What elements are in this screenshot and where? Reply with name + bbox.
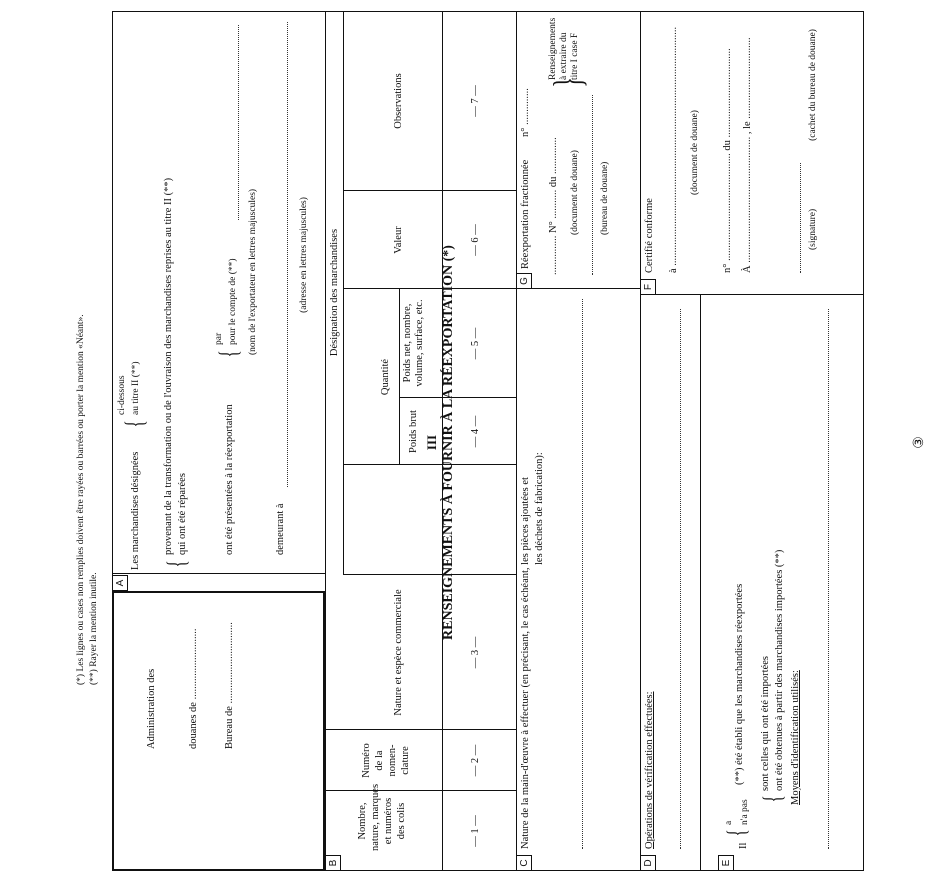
box-a-reparees: qui ont été réparées	[177, 473, 188, 555]
box-f-label: F	[640, 279, 656, 295]
box-e-il: Il	[738, 842, 749, 849]
box-f-n: n° ......................................... du ..................................	[722, 48, 733, 273]
box-e-obtenues: ont été obtenues à partir des marchandises importées (**)	[774, 549, 785, 791]
page-number: ③	[912, 436, 927, 449]
box-a-presentees: ont été présentées à la réexportation	[224, 404, 235, 555]
box-a-au-titre: au titre II (**)	[131, 361, 141, 415]
box-a-adresse: (adresse en lettres majuscules)	[299, 197, 309, 313]
admin-box	[112, 591, 325, 871]
box-a-nom-exportateur: (nom de l'exportateur en lettres majuscules)	[248, 188, 258, 355]
box-d-label: D	[640, 855, 656, 871]
col1-head: Nombre, nature, marques et numéros des colis	[357, 783, 408, 851]
col4-num: — 4 —	[470, 415, 481, 448]
box-g-doc: (document de douane)	[570, 150, 580, 235]
col2-num: — 2 —	[470, 744, 481, 777]
note-empty-lines: (*) Les lignes ou cases non remplies doivent être rayées ou barrées ou porter la mention «Néant».	[76, 314, 86, 685]
box-f-certifie: Certifié conforme	[644, 198, 655, 273]
box-e-a: a	[724, 820, 734, 825]
box-b-quantite: Quantité	[380, 358, 391, 396]
box-e-etabli: (**) été établi que les marchandises réexportées	[734, 583, 745, 785]
box-c-text2: les déchets de fabrication):	[534, 452, 545, 565]
col6-head: Valeur	[393, 226, 404, 254]
col5-head: Poids net, nombre, volume, surface, etc.	[402, 299, 426, 387]
col2-head: Numéro de la nomen- clature	[361, 743, 412, 778]
admin-title: Administration des	[146, 668, 157, 749]
box-e-label: E	[718, 855, 734, 871]
box-e-importees: sont celles qui ont été importées	[760, 655, 771, 791]
box-d-title: Opérations de vérification effectuées:	[644, 691, 655, 849]
section-number: III	[424, 434, 439, 451]
box-g-no: n° ..............	[520, 88, 531, 137]
box-f-a2: À ................................................ , le ...............................	[742, 37, 753, 273]
box-b-label: B	[325, 855, 341, 871]
box-g-title: Réexportation fractionnée	[520, 159, 531, 269]
box-a-provenant: provenant de la transformation ou de l'ouvraison des marchandises reprises au titre II (**)	[163, 177, 174, 555]
box-g-label: G	[516, 273, 532, 289]
box-g-renseignements: Renseignements à extraire du titre I case F	[548, 17, 580, 80]
box-e-moyens: Moyens d'identification utilisés:	[790, 670, 801, 805]
box-a-demeurant: demeurant à	[275, 503, 286, 555]
box-g-no-du: ............... N° ........... du ..............	[548, 137, 559, 275]
box-b-designation: Désignation des marchandises	[329, 228, 340, 357]
col5-num: — 5 —	[470, 327, 481, 360]
col6-num: — 6 —	[470, 224, 481, 256]
box-c-label: C	[516, 855, 532, 871]
box-f-cachet: (cachet du bureau de douane)	[808, 29, 818, 141]
col3-head: Nature et espèce commerciale	[393, 589, 404, 716]
box-a-designees: Les marchandises désignées	[130, 451, 141, 570]
admin-douanes: douanes de ...........................	[188, 628, 199, 749]
form-title: RENSEIGNEMENTS À FOURNIR À LA RÉEXPORTATION (*)	[441, 245, 456, 640]
box-f-signature: (signature)	[808, 208, 818, 250]
box-f-doc: (document de douane)	[690, 110, 700, 195]
box-a-ci-dessous: ci-dessous	[117, 375, 127, 415]
col7-head: Observations	[393, 73, 404, 129]
box-a-pour-compte: pour le compte de (**)	[228, 258, 238, 345]
col3-num: — 3 —	[470, 636, 481, 669]
col4-head: Poids brut	[408, 410, 419, 453]
admin-bureau: Bureau de ...............................	[224, 622, 235, 749]
col1-num: — 1 —	[470, 815, 481, 847]
box-f-a1: à ...........................................................................................	[668, 26, 679, 273]
col7-num: — 7 —	[470, 85, 481, 117]
box-a-par: par	[214, 332, 224, 345]
box-a-label: A	[112, 575, 128, 591]
note-strike: (**) Rayer la mention inutile.	[89, 572, 99, 685]
box-g-bureau: (bureau de douane)	[600, 161, 610, 235]
rotated-form-page: III RENSEIGNEMENTS À FOURNIR À LA RÉEXPORTATION (*) (*) Les lignes ou cases non remplies doivent être rayées ou barrées ou porter la mention «Néant». (**) Rayer la mention inutile. Administration des douanes de ........................... Bureau de ............................... A Les marchandises désignées { ci-dessous au titre II (**) { provenant de la transformation ou de l'ouvraison des marchandises reprises au titre II (**) qui ont été réparées ont été présentées à la réexportation { par pour le compte de (**) (nom de l'exportateur en lettres majuscules) demeurant à (adresse en lettres majuscules) B Désignation des marchandises Quantité Nombre, nature, marques et numéros des colis Numéro de la nomen- clature Nature et espèce commerciale Poids brut Poids net, nombre, volume, surface, etc. Valeur Observations — 1 — — 2 — — 3 — — 4 — — 5 — — 6 — — 7 — C Nature de la main-d'œuvre à effectuer (en précisant, le cas échéant, les pièces ajoutées et les déchets de fabrication): G Réexportation fractionnée n° .............. ............... N° ........... du .............. (document de douane) (bureau de douane) } Renseignements à extraire du titre I case F D Opérations de vérification effectuées: E Il { a n'a pas (**) été établi que les marchandises réexportées { sont celles qui ont été importées ont été obtenues à partir des marchandises importées (**) Moyens d'identification utilisés: F Certifié conforme à ........................................................................................... (document de douane) n° ......................................... du .................................. À ................................................ , le ............................... (signature) (cachet du bureau de douane) ③	[0, 0, 947, 885]
box-e-napas: n'a pas	[740, 799, 750, 825]
box-c-text1: Nature de la main-d'œuvre à effectuer (en précisant, le cas échéant, les pièces ajoutées et	[520, 477, 531, 849]
